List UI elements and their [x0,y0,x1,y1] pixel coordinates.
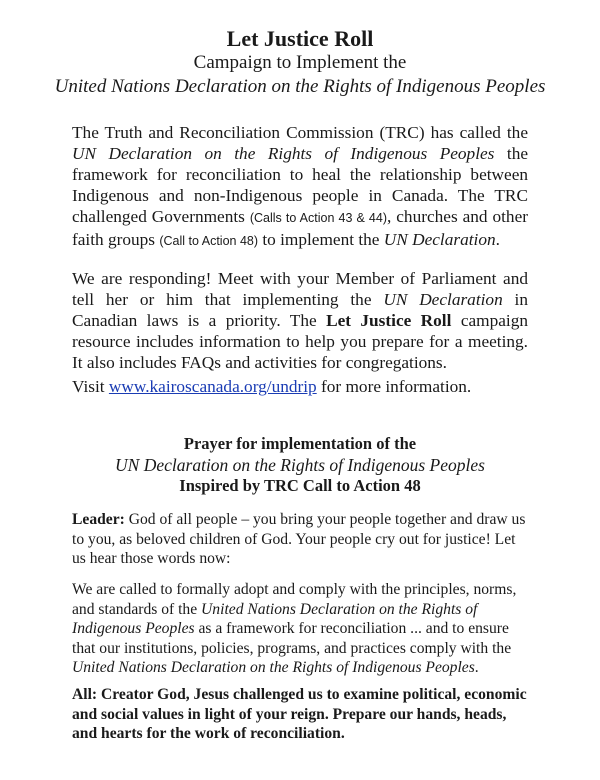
prayer-reading-paragraph [72,580,532,678]
prayer-heading-inspired: Inspired by TRC Call to Action 48 [179,476,421,495]
text-run: Visit [72,377,109,396]
prayer-all-response: All: Creator God, Jesus challenged us to examine political, economic and social values in light of your reign. Prepare our hands, heads, and hearts for the work of reconciliation. [72,686,527,742]
prayer-leader-paragraph [72,510,532,569]
text-run: campaign resource includes information to help you prepare for a meeting. It also includes FAQs and activities for congregations. [72,311,528,372]
text-run: The Truth and Reconciliation Commission (TRC) has called the [72,123,528,142]
intro-paragraph-responding [72,268,528,373]
document-title: Let Justice Roll [226,26,374,51]
text-run: the framework for reconciliation to heal the relationship between Indigenous and non-Indigenous people in Canada. The TRC challenged Governments [72,144,529,226]
leader-label: Leader: [72,511,125,528]
text-run: We are called to formally adopt and comply with the principles, norms, and standards of the [72,581,517,618]
text-run: . [474,659,479,676]
document-subtitle-declaration: United Nations Declaration on the Rights of Indigenous Peoples [54,76,546,97]
text-run-italic: UN Declaration [383,290,503,309]
text-run: We are responding! Meet with your Member of Parliament and tell her or him that implementing the [72,269,528,309]
text-run: , churches and other faith groups [72,207,528,249]
text-run: God of all people – you bring your people together and draw us to you, as beloved children of God. Your people cry out for justice! Let us hear those words now: [72,511,526,567]
call-to-action-reference: (Call to Action 48) [159,234,259,248]
text-run: for more information. [316,377,472,396]
text-run-italic: UN Declaration on the Rights of Indigenous Peoples [72,144,495,163]
intro-paragraph-visit [72,376,528,397]
document-subtitle: Campaign to Implement the [193,52,407,73]
text-run-italic: United Nations Declaration on the Rights of Indigenous Peoples [72,659,475,676]
calls-to-action-reference: (Calls to Action 43 & 44) [249,211,387,225]
text-run-italic: UN Declaration [383,230,496,249]
text-run: as a framework for reconciliation ... and to ensure that our institutions, policies, programs, and practices comply with the [72,620,512,657]
text-run: to implement the [258,230,384,249]
kairos-undrip-link[interactable]: www.kairoscanada.org/undrip [108,377,317,396]
prayer-heading: Prayer for implementation of the [183,434,417,453]
text-run: in Canadian laws is a priority. The [72,290,529,330]
text-run: . [495,230,500,249]
campaign-name: Let Justice Roll [326,311,452,330]
intro-paragraph-trc [72,122,528,252]
prayer-heading-declaration: UN Declaration on the Rights of Indigenous Peoples [115,455,485,475]
text-run-italic: United Nations Declaration on the Rights of Indigenous Peoples [72,600,478,637]
